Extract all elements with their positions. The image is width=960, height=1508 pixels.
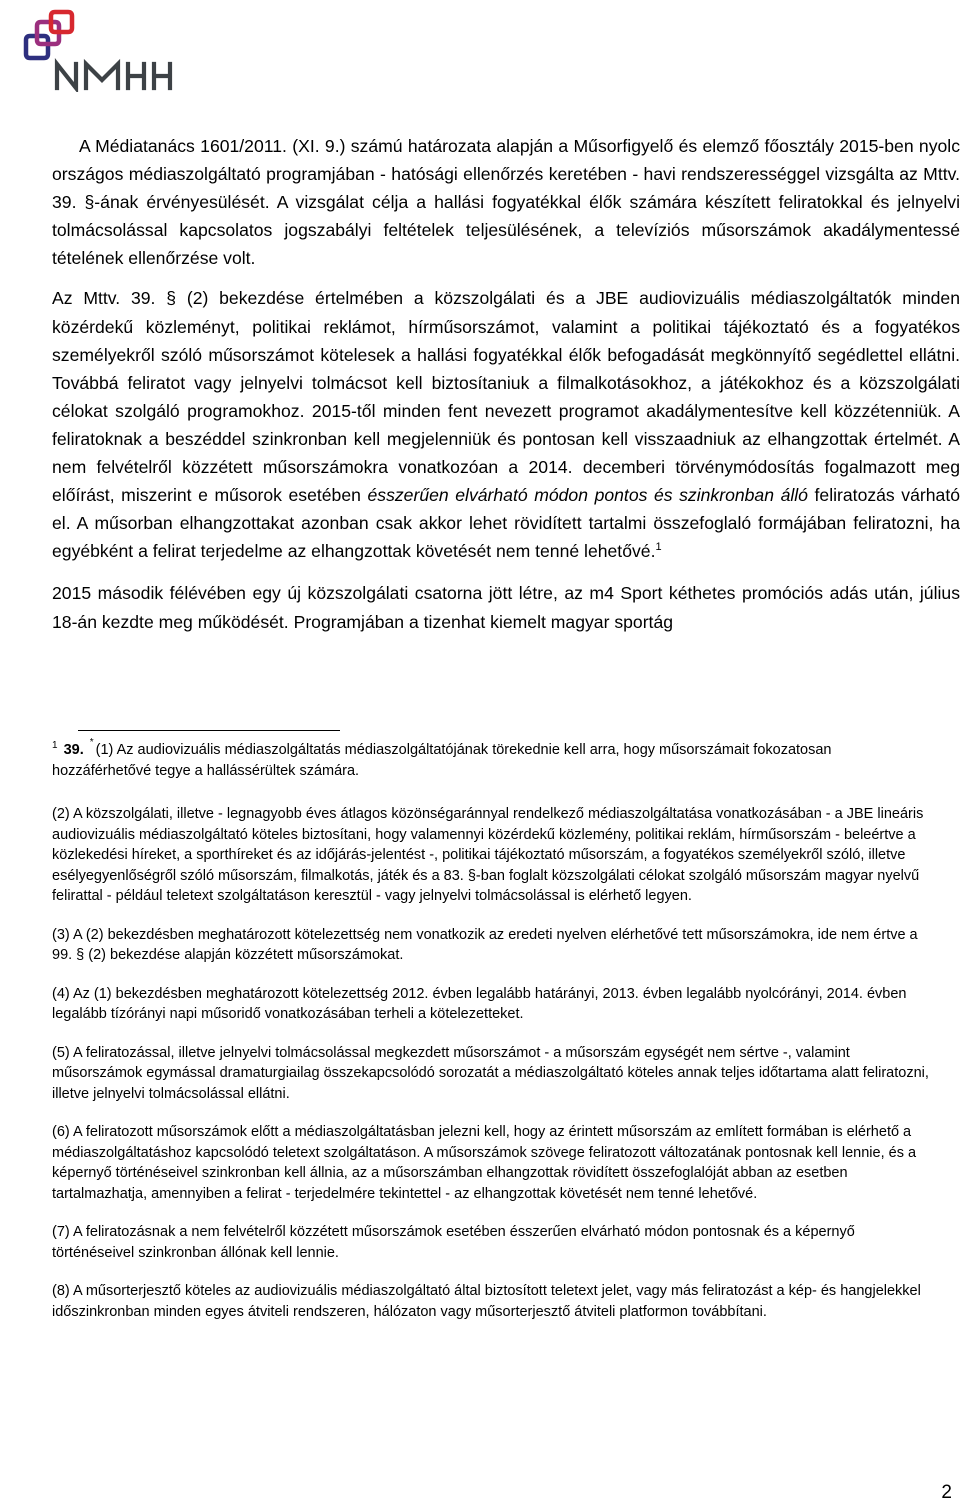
main-text xyxy=(52,132,960,636)
footnote-1 xyxy=(52,737,932,781)
legal-sentence-5a: A nem felvételről közzétett műsorszámokra vonatkozóan a 2014. decemberi törvénymódosítás fogalmazott meg előírást, miszerint e műsorok esetében xyxy=(52,428,960,506)
footnote-1-text: (1) Az audiovizuális médiaszolgáltatás médiaszolgáltatójának törekednie kell arra, hogy műsorszámait fokozatosan hozzáférhetővé tegye a hallássérültek számára. xyxy=(52,742,832,779)
footnote-section-label: 39. xyxy=(63,742,84,758)
footnote-item-8: (8) A műsorterjesztő köteles az audiovizuális médiaszolgáltató által biztosított teletext jelet, vagy más feliratozást a kép- és hangjelekkel időszinkronban minden egyes átviteli rendszeren, hálózaton vagy műsorterjesztő átviteli platformon továbbítani. xyxy=(52,1283,921,1320)
intro-sentence: A Médiatanács 1601/2011. (XI. 9.) számú határozata alapján a Műsorfigyelő és elemző főosztály 2015-ben nyolc országos médiaszolgáltató programjában - hatósági ellenőrzés keretében - havi rendszerességgel vizsgálta az Mttv. 39. §-ának érvényesülését. xyxy=(52,136,960,213)
footnote-item-7: (7) A feliratozásnak a nem felvételről közzétett műsorszámok esetében ésszerűen elvárható módon pontosnak és a képernyő történéseivel szinkronban állónak kell lennie. xyxy=(52,1224,855,1261)
footnote-star[interactable]: * xyxy=(89,737,94,748)
nmhh-logo xyxy=(10,6,185,92)
footnote-item-3: (3) A (2) bekezdésben meghatározott kötelezettség nem vonatkozik az eredeti nyelven elérhetővé tett műsorszámokra, ide nem értve a 99. § (2) bekezdése alapján közzétett műsorszámokat. xyxy=(52,926,918,963)
legal-sentence-4: A feliratoknak a beszéddel szinkronban kell megjelenniük és pontosan kell visszaadniuk az elhangzottak értelmét. xyxy=(52,400,960,449)
m4-sentence-1: 2015 második félévében egy új közszolgálati csatorna jött létre, az m4 Sport kéthetes promóciós adás után, július 18-án kezdte meg működését. xyxy=(52,583,960,632)
footnote-item-5: (5) A feliratozással, illetve jelnyelvi tolmácsolással megkezdett műsorszámot - a műsorszám egységét nem sértve -, valamint műsorszámok egymással dramaturgiailag összekapcsolódó sorozatát a médiaszolgáltató köteles annak teljes időtartama alatt feliratozni, illetve jelnyelvi tolmácsolással ellátni. xyxy=(52,1044,929,1102)
footnote-item-4: (4) Az (1) bekezdésben meghatározott kötelezettség 2012. évben legalább határányi, 2013. évben legalább nyolcórányi, 2014. évben legalább tízórányi napi műsoridő vonatkozásában terheli a kötelezetteket. xyxy=(52,985,907,1022)
m4-sentence-2: Programjában a tizenhat kiemelt magyar sportág xyxy=(293,611,674,632)
footnotes xyxy=(52,737,932,1340)
legal-sentence-3: 2015-től minden fent nevezett programot akadálymentesítve kell közzétenniük. xyxy=(311,400,942,421)
logo-emblem-icon xyxy=(26,12,72,58)
footnote-item-6: (6) A feliratozott műsorszámok előtt a médiaszolgáltatásban jelezni kell, hogy az érintett műsorszám az említett formában is elérhető a médiaszolgáltatáshoz kapcsolódó teletext szolgáltatáson. A műsorszámok szövege feliratozott változatának pontosnak kell lennie, és a képernyő történéseivel szinkronban kell állnia, az a műsorszámban elhangzottak rövidített összefoglalóját abban az esetben tartalmazhatja, amennyiben a felirat - terjedelmére tekintettel - az elhangzottak követését nem tenné lehetővé. xyxy=(52,1124,917,1202)
legal-sentence-2: Továbbá feliratot vagy jelnyelvi tolmácsot kell biztosítaniuk a filmalkotásokhoz, a játékokhoz és a közszolgálati célokat szolgáló programokhoz. xyxy=(52,372,960,421)
logo-wordmark xyxy=(57,64,170,88)
footnote-reference[interactable]: 1 xyxy=(655,541,662,554)
legal-sentence-5b: feliratozás várható el. xyxy=(52,485,960,534)
page-number: 2 xyxy=(941,1482,952,1503)
footnote-item-2: (2) A közszolgálati, illetve - legnagyobb éves átlagos közönségaránnyal rendelkező médiaszolgáltatása vonatkozásában - a JBE lineáris audiovizuális médiaszolgáltató köteles biztosítani, hogy valamennyi közérdekű közlemény, politikai reklám, hírműsorszám - beleértve a közlekedési híreket, a sporthíreket és az időjárás-jelentést -, politikai tájékoztató műsorszám, a fogyatékos személyekről szóló, illetve esélyegyenlőségről szóló műsorszám, filmalkotás, játék és a 83. §-ban foglalt közszolgálati célokat szolgáló műsorszám magyar nyelvű felirattal - például teletext szolgáltatáson keresztül - vagy jelnyelvi tolmácsolással is elérhető legyen. xyxy=(52,806,924,904)
legal-sentence-1: Az Mttv. 39. § (2) bekezdése értelmében a közszolgálati és a JBE audiovizuális médiaszolgáltatók minden közérdekű közleményt, politikai reklámot, hírműsorszámot, valamint a politikai tájékoztató és a fogyatékos személyekről szóló műsorszámot kötelesek a hallási fogyatékkal élők befogadását megkönnyítő segédlettel ellátni. xyxy=(52,288,960,365)
m4-paragraph xyxy=(52,579,960,635)
legal-italic-phrase: ésszerűen elvárható módon pontos és szinkronban álló xyxy=(367,485,808,506)
legal-sentence-6: A műsorban elhangzottakat azonban csak akkor lehet rövidített tartalmi összefoglaló formájában feliratozni, ha egyébként a felirat terjedelme az elhangzottak követését nem tenné lehetővé. xyxy=(52,513,960,562)
footnote-number: 1 xyxy=(52,740,58,751)
intro-paragraph xyxy=(52,132,960,272)
intro-purpose: A vizsgálat célja a hallási fogyatékkal élők számára készített feliratokkal és jelnyelvi tolmácsolással kapcsolatos jogszabályi feltételek teljesülésének, a televíziós műsorszámok akadálymentessé tételének ellenőrzése volt. xyxy=(52,192,960,269)
footnote-separator xyxy=(78,730,340,731)
legal-paragraph xyxy=(52,284,960,565)
